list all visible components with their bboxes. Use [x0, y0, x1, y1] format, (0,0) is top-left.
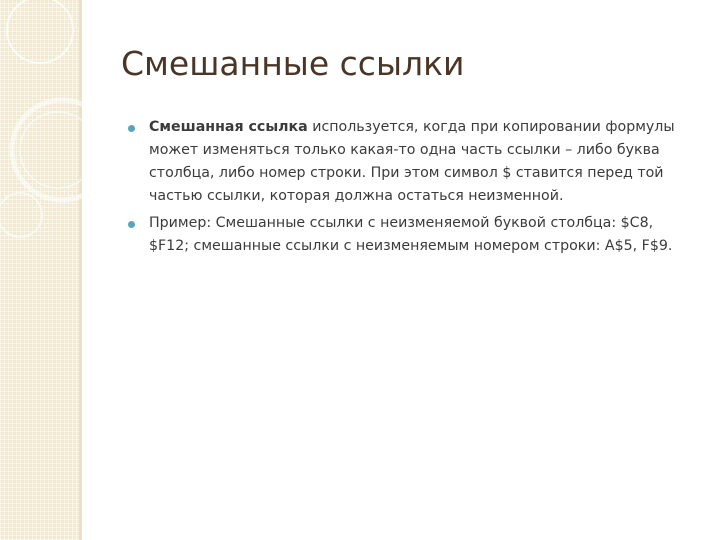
bullet-text: используется, когда при копировании формулы может изменяться только какая-то одна часть ссылки – либо буква столбца, либо номер строки. При этом символ $ ставится перед той частью ссылки, которая должна остаться неизменной.	[149, 119, 675, 204]
bullet-item	[127, 212, 697, 258]
bullet-item	[127, 116, 697, 208]
bullet-dot-icon	[128, 125, 135, 132]
decorative-circles	[0, 0, 110, 240]
bullet-bold-lead: Смешанная ссылка	[149, 119, 308, 135]
bullet-list	[127, 116, 697, 262]
bullet-text: Пример: Смешанные ссылки с неизменяемой буквой столбца: $C8, $F12; смешанные ссылки с неизменяемым номером строки: A$5, F$9.	[149, 215, 673, 254]
slide-title: Смешанные ссылки	[121, 44, 465, 83]
bullet-dot-icon	[128, 221, 135, 228]
